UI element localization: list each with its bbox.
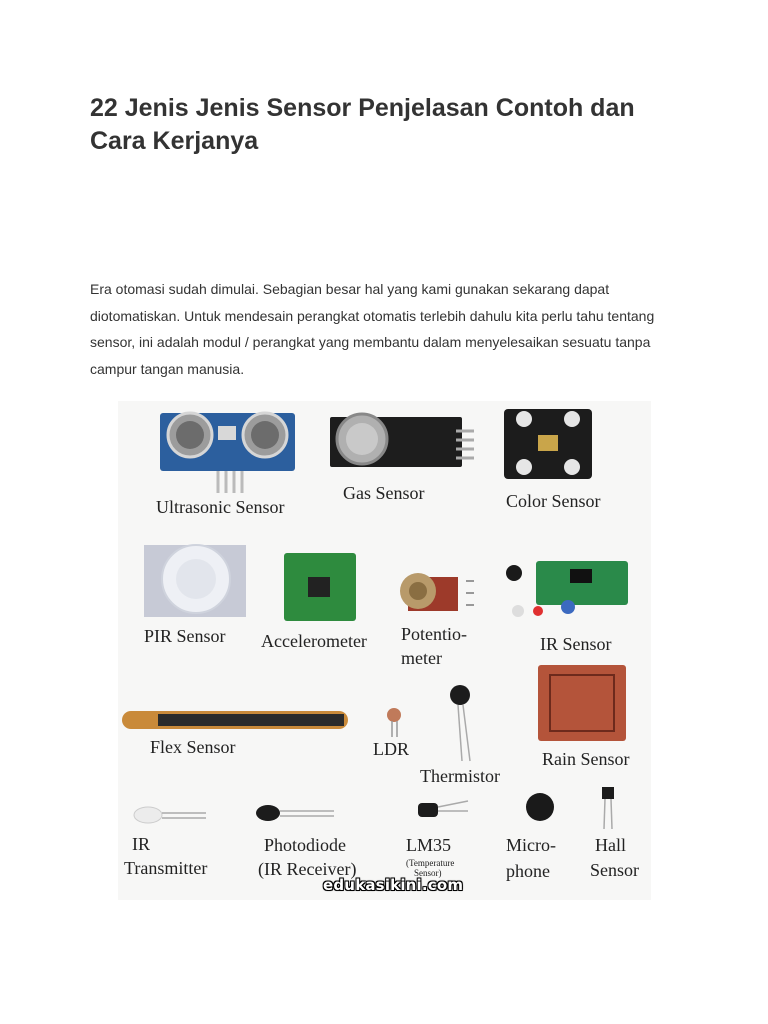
ultrasonic-sensor-graphic xyxy=(160,413,295,493)
label-photodiode-2: (IR Receiver) xyxy=(258,859,357,879)
label-potentio-1: Potentio- xyxy=(401,624,467,644)
ir-sensor-graphic xyxy=(506,561,628,617)
article-intro: Era otomasi sudah dimulai. Sebagian besar hal yang kami gunakan sekarang dapat diotomatiskan. Untuk mendesain perangkat otomatis terlebih dahulu kita perlu tahu tentang sensor, ini adalah modul / perangkat yang membantu dalam menyelesaikan sesuatu tanpa campur tangan manusia. xyxy=(90,281,655,377)
accelerometer-graphic xyxy=(284,553,356,621)
label-micro-2: phone xyxy=(506,861,550,881)
sensor-figure xyxy=(118,401,651,900)
rain-sensor-graphic xyxy=(538,665,626,741)
article-title: 22 Jenis Jenis Sensor Penjelasan Contoh dan Cara Kerjanya xyxy=(90,94,635,155)
label-photodiode-1: Photodiode xyxy=(264,835,347,855)
ir-transmitter-graphic xyxy=(134,807,206,823)
label-potentio-2: meter xyxy=(401,648,442,668)
ldr-graphic xyxy=(387,708,401,737)
lm35-graphic xyxy=(418,801,468,817)
label-ir-tx-2: Transmitter xyxy=(124,858,208,878)
label-color: Color Sensor xyxy=(506,491,601,511)
label-gas: Gas Sensor xyxy=(343,483,425,503)
microphone-graphic xyxy=(526,793,554,821)
label-ldr: LDR xyxy=(373,739,409,759)
watermark: edukasikini.com xyxy=(323,876,464,894)
hall-sensor-graphic xyxy=(602,787,614,829)
label-micro-1: Micro- xyxy=(506,835,556,855)
label-lm35: LM35 xyxy=(406,835,451,855)
label-accelerometer: Accelerometer xyxy=(261,631,367,651)
label-hall-1: Hall xyxy=(595,835,626,855)
flex-sensor-graphic xyxy=(122,711,348,729)
pir-sensor-graphic xyxy=(144,545,246,617)
label-ultrasonic: Ultrasonic Sensor xyxy=(156,497,285,517)
photodiode-graphic xyxy=(256,805,334,821)
color-sensor-graphic xyxy=(504,409,592,479)
label-flex: Flex Sensor xyxy=(150,737,236,757)
label-pir: PIR Sensor xyxy=(144,626,226,646)
potentiometer-graphic xyxy=(400,573,474,611)
label-ir-sensor: IR Sensor xyxy=(540,634,612,654)
thermistor-graphic xyxy=(450,685,470,761)
label-hall-2: Sensor xyxy=(590,860,639,880)
label-thermistor: Thermistor xyxy=(420,766,500,786)
label-rain: Rain Sensor xyxy=(542,749,630,769)
label-lm35-note-1: (Temperature xyxy=(406,858,455,868)
label-lm35-note-2: Sensor) xyxy=(414,868,442,878)
gas-sensor-graphic xyxy=(330,414,474,467)
label-ir-tx-1: IR xyxy=(132,834,150,854)
